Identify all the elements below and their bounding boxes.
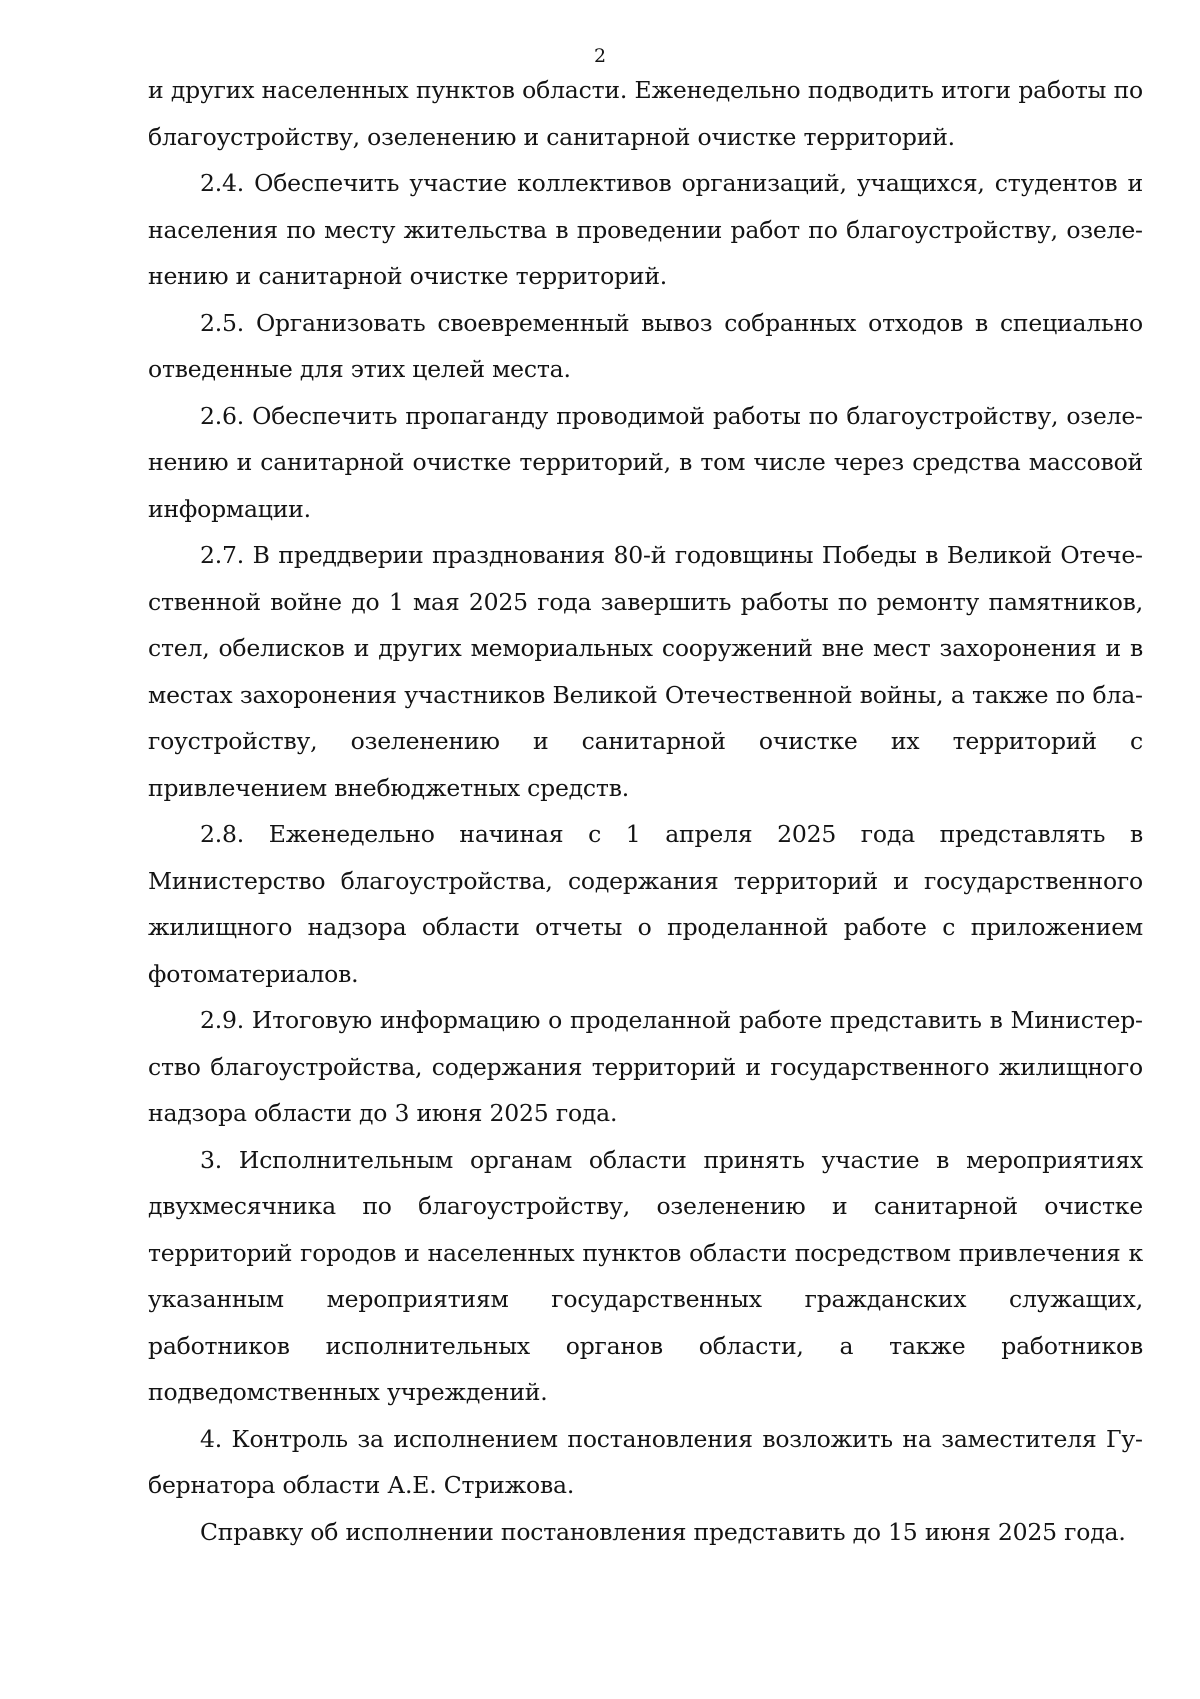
document-body	[148, 67, 1143, 1555]
page-number: 2	[593, 45, 607, 67]
paragraph-item-2-7: 2.7. В преддверии празднования 80-й годовщины Победы в Великой Отечественной войне до 1 мая 2025 года завершить работы по ремонту памятников, стел, обелисков и других мемориальных сооружений вне мест захоронения и в местах захоронения участников Великой Отечественной войны, а также по благоустройству, озеленению и санитарной очистке их территорий с привлечением внебюджетных средств.	[148, 541, 1143, 802]
paragraph-item-2-8: 2.8. Еженедельно начиная с 1 апреля 2025 года представлять в Министерство благоустройства, содержания территорий и государственного жилищного надзора области отчеты о проделанной работе с приложением фотоматериалов.	[148, 820, 1143, 988]
paragraph-item-2-9: 2.9. Итоговую информацию о проделанной работе представить в Министерство благоустройства, содержания территорий и государственного жилищного надзора области до 3 июня 2025 года.	[148, 1006, 1143, 1127]
paragraph-continuation: и других населенных пунктов области. Еженедельно подводить итоги работы по благоустройству, озеленению и санитарной очистке территорий.	[148, 76, 1143, 151]
paragraph-item-4: 4. Контроль за исполнением постановления возложить на заместителя Губернатора области А.Е. Стрижова.	[148, 1424, 1143, 1499]
paragraph-item-2-5: 2.5. Организовать своевременный вывоз собранных отходов в специально отведенные для этих целей места.	[148, 308, 1143, 383]
paragraph-item-2-4: 2.4. Обеспечить участие коллективов организаций, учащихся, студентов и населения по месту жительства в проведении работ по благоустройству, озеленению и санитарной очистке территорий.	[148, 169, 1143, 290]
paragraph-item-3: 3. Исполнительным органам области принять участие в мероприятиях двухмесячника по благоустройству, озеленению и санитарной очистке территорий городов и населенных пунктов области посредством привлечения к указанным мероприятиям государственных гражданских служащих, работников исполнительных органов области, а также работников подведомственных учреждений.	[148, 1145, 1143, 1406]
paragraph-item-2-6: 2.6. Обеспечить пропаганду проводимой работы по благоустройству, озеленению и санитарной очистке территорий, в том числе через средства массовой информации.	[148, 401, 1143, 523]
paragraph-report-deadline: Справку об исполнении постановления представить до 15 июня 2025 года.	[200, 1517, 1126, 1546]
